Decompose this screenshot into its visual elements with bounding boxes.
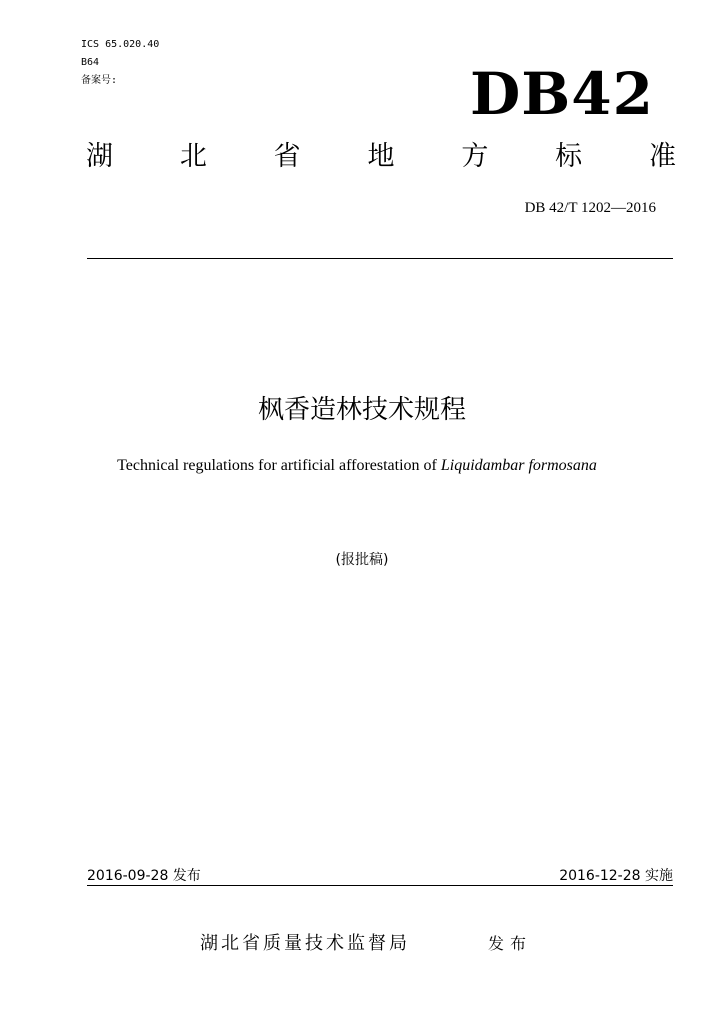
- footer-divider: [87, 885, 673, 886]
- document-title-cn: 枫香造林技术规程: [257, 395, 466, 425]
- document-title-en: [0, 456, 714, 476]
- ccs-code: B64: [81, 57, 100, 68]
- standard-type-char: 湖: [86, 141, 113, 172]
- issue-date: 2016-09-28 发布: [87, 868, 201, 884]
- record-number-label: 备案号:: [81, 75, 118, 86]
- issue-word: 发布: [488, 934, 533, 953]
- standard-type-heading: [86, 140, 676, 174]
- standard-type-char: 方: [461, 141, 489, 172]
- standard-type-char: 省: [273, 141, 301, 172]
- standard-type-char: 准: [648, 141, 676, 172]
- standard-type-char: 北: [179, 141, 207, 172]
- header-divider: [87, 258, 673, 259]
- ics-code: ICS 65.020.40: [81, 39, 160, 50]
- standard-code-mark: DB42: [469, 60, 654, 128]
- title-en-prefix: Technical regulations for artificial afforestation of: [117, 457, 441, 474]
- issuing-authority: 湖北省质量技术监督局: [200, 933, 410, 954]
- standard-type-char: 标: [555, 141, 583, 172]
- title-en-species: Liquidambar formosana: [440, 457, 597, 474]
- implement-date: 2016-12-28 实施: [559, 868, 673, 884]
- draft-note: (报批稿): [335, 552, 389, 568]
- standard-type-char: 地: [367, 141, 395, 172]
- standard-number: DB 42/T 1202—2016: [524, 200, 656, 216]
